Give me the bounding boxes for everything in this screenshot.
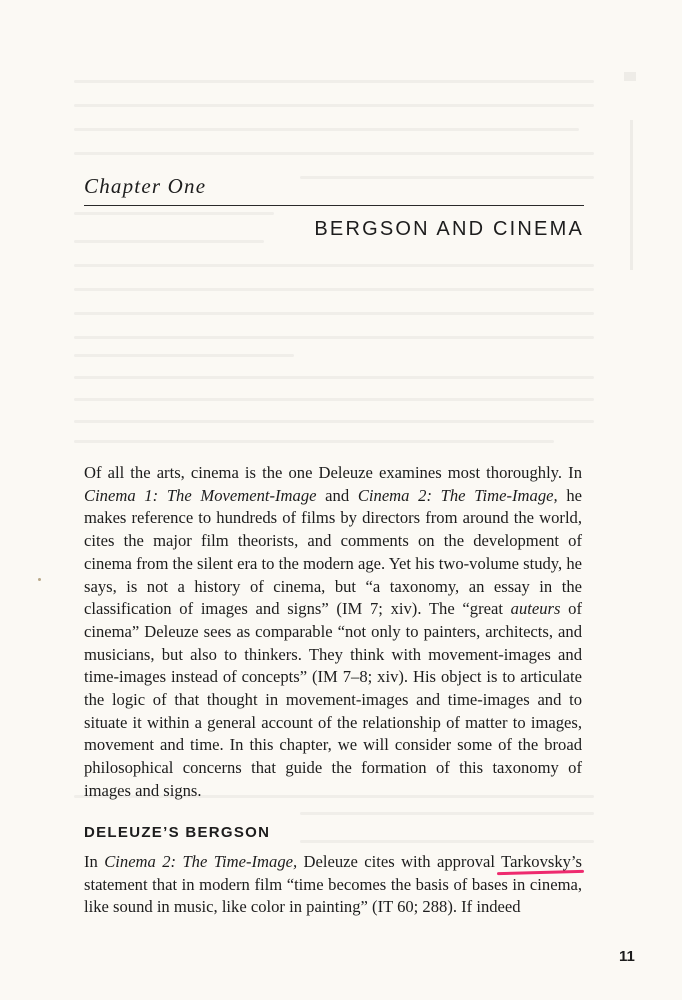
chapter-title: BERGSON AND CINEMA bbox=[314, 218, 584, 240]
section-heading: DELEUZE’S BERGSON bbox=[84, 824, 271, 841]
opening-paragraph: Of all the arts, cinema is the one Deleuze examines most thoroughly. In Cinema 1: The Movement-Image and Cinema 2: The Time-Image, he makes reference to hundreds of films by directors from around the world, cites the major film theorists, and comments on the development of cinema from the silent era to the modern age. Yet his two-volume study, he says, is not a history of cinema, but “a taxonomy, an essay in the classification of images and signs” (IM 7; xiv). The “great auteurs of cinema” Deleuze sees as comparable “not only to painters, architects, and musicians, but also to thinkers. They think with movement-images and time-images instead of concepts” (IM 7–8; xiv). His object is to articulate the logic of that thought in movement-images and time-images and to situate it within a general account of the relationship of matter to images, movement and time. In this chapter, we will consider some of the broad philosophical concerns that guide the formation of this taxonomy of images and signs. bbox=[84, 463, 583, 800]
show-through-folio bbox=[624, 72, 636, 81]
paper-speck bbox=[38, 578, 41, 581]
chapter-number: Chapter One bbox=[84, 174, 207, 198]
highlighted-word: Tarkovsky’s bbox=[501, 852, 582, 871]
show-through-running-head bbox=[630, 120, 633, 270]
chapter-rule bbox=[84, 205, 584, 206]
page-number: 11 bbox=[619, 948, 635, 965]
section-paragraph: In Cinema 2: The Time-Image, Deleuze cites with approval Tarkovsky’s statement that in modern film “time becomes the basis of bases in cinema, like sound in music, like color in painting” (IT 60; 288). If indeed bbox=[84, 852, 582, 917]
